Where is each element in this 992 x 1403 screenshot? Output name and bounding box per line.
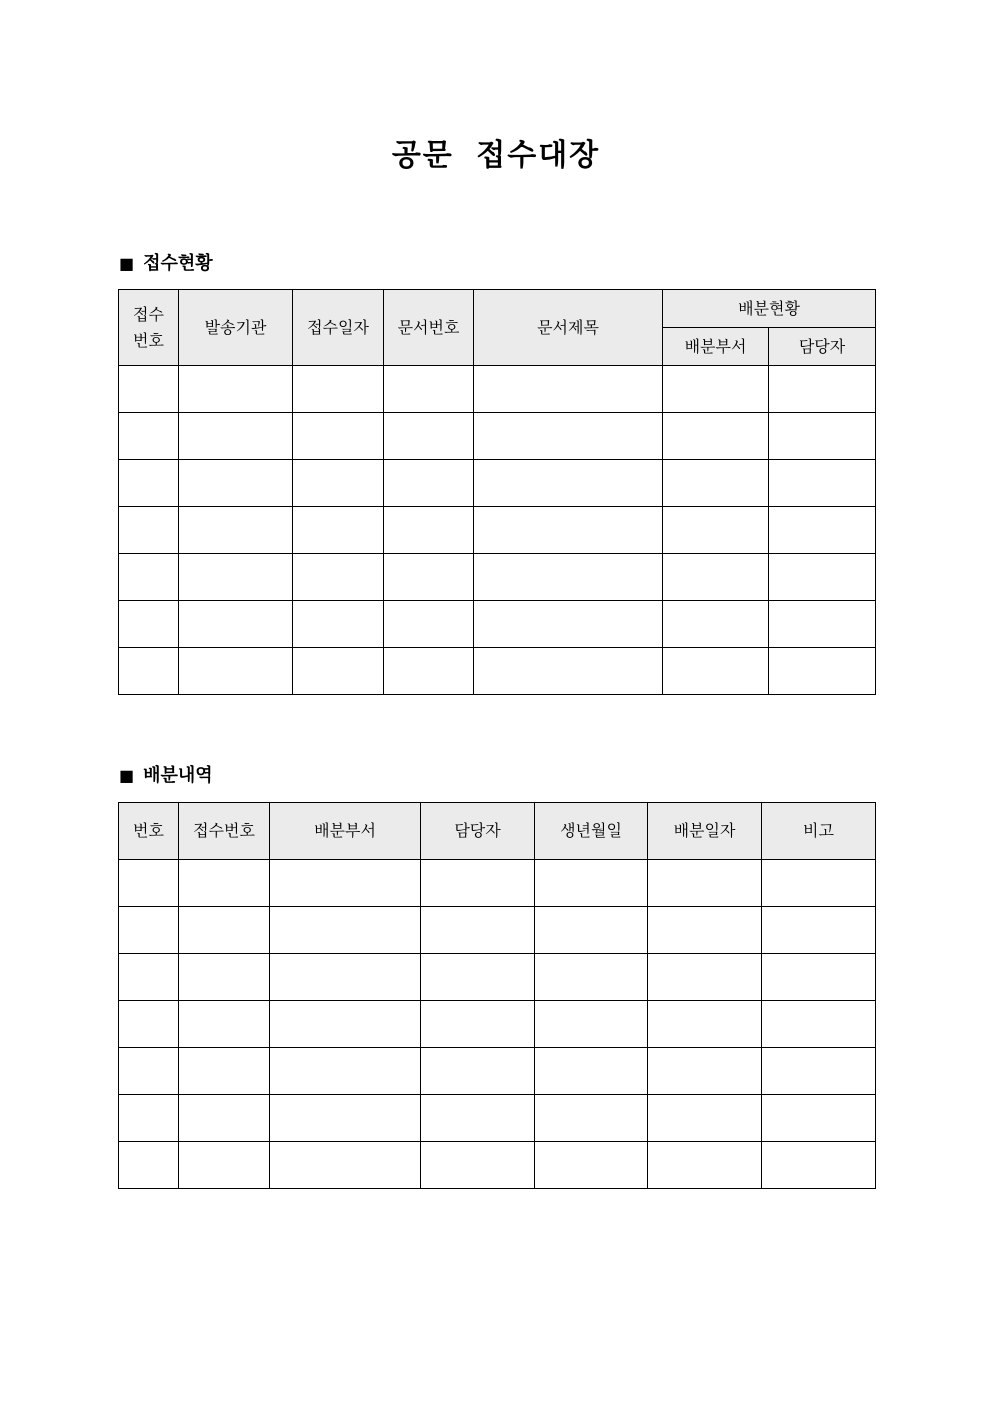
table-row [119,507,876,554]
header-birth-date: 생년월일 [535,803,648,860]
table-cell[interactable] [119,1001,179,1048]
table-row [119,907,876,954]
table-row [119,413,876,460]
table-cell[interactable] [769,507,876,554]
receipt-status-table [118,289,876,695]
table-cell[interactable] [270,1001,421,1048]
header-distribution-department: 배분부서 [270,803,421,860]
table-cell[interactable] [119,860,179,907]
table-cell[interactable] [293,601,384,648]
table-row [119,1095,876,1142]
table-cell[interactable] [119,507,179,554]
table-cell[interactable] [119,601,179,648]
table-cell[interactable] [535,907,648,954]
header-distribution-date: 배분일자 [648,803,762,860]
table-cell[interactable] [474,648,663,695]
table-row [119,1142,876,1189]
table-cell[interactable] [421,907,535,954]
table-cell[interactable] [384,413,474,460]
table-cell[interactable] [293,554,384,601]
table-cell[interactable] [769,601,876,648]
table-cell[interactable] [762,954,876,1001]
table-cell[interactable] [421,1142,535,1189]
table-cell[interactable] [179,1001,270,1048]
table-cell[interactable] [119,460,179,507]
table-cell[interactable] [474,366,663,413]
section-heading-label: 접수현황 [143,253,213,274]
table-cell[interactable] [293,413,384,460]
table-cell[interactable] [762,1095,876,1142]
table-cell[interactable] [663,413,769,460]
header-number: 번호 [119,803,179,860]
table-cell[interactable] [663,460,769,507]
table-row [119,366,876,413]
table-cell[interactable] [474,413,663,460]
table-cell[interactable] [663,601,769,648]
header-receipt-date: 접수일자 [293,290,384,366]
table-cell[interactable] [179,1142,270,1189]
table-cell[interactable] [119,907,179,954]
section-heading-label: 배분내역 [143,765,213,786]
page-title: 공문 접수대장 [391,138,601,173]
table-cell[interactable] [119,954,179,1001]
table-row [119,648,876,695]
header-receipt-number: 접수 번호 [119,290,179,366]
table-cell[interactable] [119,1095,179,1142]
table-cell[interactable] [663,554,769,601]
table-cell[interactable] [384,648,474,695]
table-row [119,1048,876,1095]
table-cell[interactable] [535,1095,648,1142]
table-cell[interactable] [179,648,293,695]
table-cell[interactable] [119,648,179,695]
table-cell[interactable] [769,413,876,460]
table-cell[interactable] [270,907,421,954]
table-cell[interactable] [535,954,648,1001]
table-cell[interactable] [421,1095,535,1142]
table-row [119,954,876,1001]
table-cell[interactable] [293,366,384,413]
header-remarks: 비고 [762,803,876,860]
table-cell[interactable] [293,507,384,554]
table-cell[interactable] [119,1142,179,1189]
table-cell[interactable] [648,860,762,907]
table-cell[interactable] [179,907,270,954]
table-cell[interactable] [474,460,663,507]
table-cell[interactable] [179,954,270,1001]
table-cell[interactable] [762,1048,876,1095]
table-cell[interactable] [421,1001,535,1048]
table-cell[interactable] [119,366,179,413]
table-cell[interactable] [474,554,663,601]
table-cell[interactable] [769,648,876,695]
table-row [119,601,876,648]
table-cell[interactable] [384,554,474,601]
header-distribution-status: 배분현황 [663,290,876,328]
table-cell[interactable] [119,554,179,601]
table-cell[interactable] [293,460,384,507]
table-cell[interactable] [762,1001,876,1048]
table-cell[interactable] [648,1142,762,1189]
table-cell[interactable] [179,507,293,554]
table-cell[interactable] [179,460,293,507]
table-cell[interactable] [474,507,663,554]
table-cell[interactable] [384,601,474,648]
table-cell[interactable] [270,1048,421,1095]
table-cell[interactable] [663,366,769,413]
header-document-number: 문서번호 [384,290,474,366]
table-cell[interactable] [179,601,293,648]
header-document-title: 문서제목 [474,290,663,366]
table-cell[interactable] [762,907,876,954]
table-cell[interactable] [179,1095,270,1142]
table-cell[interactable] [535,1142,648,1189]
table-row [119,554,876,601]
table-cell[interactable] [474,601,663,648]
table-cell[interactable] [270,954,421,1001]
table-cell[interactable] [179,554,293,601]
header-distribution-department: 배분부서 [663,328,769,366]
table-cell[interactable] [663,648,769,695]
header-person-in-charge: 담당자 [421,803,535,860]
table-cell[interactable] [270,860,421,907]
header-receipt-number: 접수번호 [179,803,270,860]
table-cell[interactable] [179,1048,270,1095]
table-cell[interactable] [384,460,474,507]
table-cell[interactable] [648,1048,762,1095]
table-cell[interactable] [663,507,769,554]
header-sender: 발송기관 [179,290,293,366]
table-cell[interactable] [179,860,270,907]
table-cell[interactable] [535,1048,648,1095]
table-cell[interactable] [384,507,474,554]
table-cell[interactable] [648,907,762,954]
table-cell[interactable] [762,1142,876,1189]
table-cell[interactable] [270,1095,421,1142]
table-cell[interactable] [769,460,876,507]
table-cell[interactable] [179,366,293,413]
square-bullet-icon: ■ [119,254,135,273]
table-cell[interactable] [421,860,535,907]
table-cell[interactable] [535,860,648,907]
table-cell[interactable] [270,1142,421,1189]
square-bullet-icon: ■ [119,766,135,785]
table-cell[interactable] [769,554,876,601]
table-cell[interactable] [421,1048,535,1095]
table-cell[interactable] [421,954,535,1001]
table-row [119,1001,876,1048]
distribution-details-table [118,802,876,1189]
section-heading-distribution-details [119,764,213,788]
table-cell[interactable] [119,1048,179,1095]
table-cell[interactable] [648,954,762,1001]
table-cell[interactable] [648,1001,762,1048]
table-cell[interactable] [293,648,384,695]
table-cell[interactable] [384,366,474,413]
header-person-in-charge: 담당자 [769,328,876,366]
table-cell[interactable] [179,413,293,460]
section-heading-receipt-status [119,252,213,276]
table-cell[interactable] [119,413,179,460]
table-row [119,860,876,907]
table-cell[interactable] [535,1001,648,1048]
table-row [119,460,876,507]
table-cell[interactable] [769,366,876,413]
table-cell[interactable] [762,860,876,907]
table-cell[interactable] [648,1095,762,1142]
